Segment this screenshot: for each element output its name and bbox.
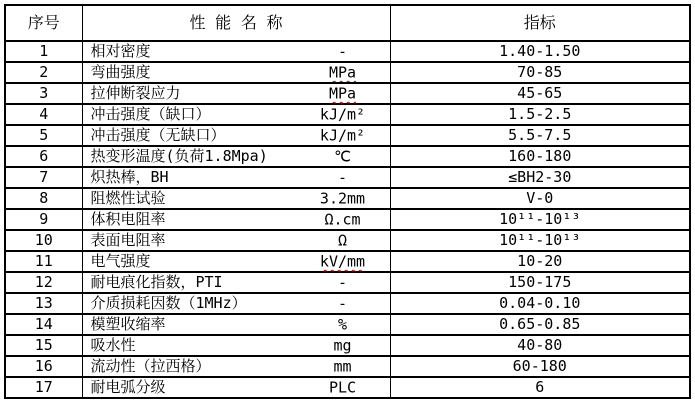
property-name: 相对密度 [90, 42, 151, 60]
property-name: 耐电弧分级 [90, 378, 166, 396]
property-unit: - [337, 168, 348, 186]
indicator-cell: 1.5-2.5 [390, 104, 690, 125]
serial-cell: 2 [5, 62, 82, 83]
indicator-cell: 60-180 [390, 356, 690, 377]
property-cell [82, 188, 390, 209]
header-row [5, 5, 690, 41]
property-name: 体积电阻率 [90, 210, 166, 228]
indicator-cell: 40-80 [390, 335, 690, 356]
indicator-cell: 10-20 [390, 251, 690, 272]
property-name: 流动性（拉西格） [90, 357, 211, 375]
property-cell [82, 356, 390, 377]
table-row [5, 272, 690, 293]
property-unit: PLC [328, 378, 357, 396]
table-row [5, 167, 690, 188]
property-unit: kV/mm [319, 252, 366, 270]
serial-cell: 11 [5, 251, 82, 272]
serial-cell: 16 [5, 356, 82, 377]
table-row [5, 209, 690, 230]
property-name: 模塑收缩率 [90, 315, 166, 333]
property-unit: Ω.cm [324, 210, 361, 228]
property-cell [82, 377, 390, 398]
property-unit: ℃ [334, 147, 351, 165]
table-row [5, 146, 690, 167]
indicator-cell: 6 [390, 377, 690, 398]
property-cell [82, 125, 390, 146]
property-unit: 3.2mm [319, 189, 366, 207]
property-cell [82, 314, 390, 335]
property-unit: Ω [337, 231, 348, 249]
property-unit: MPa [328, 84, 357, 102]
header-indicator: 指标 [390, 5, 690, 41]
indicator-cell: 5.5-7.5 [390, 125, 690, 146]
property-unit: % [337, 315, 348, 333]
table-row [5, 104, 690, 125]
property-cell [82, 167, 390, 188]
property-unit: mg [333, 336, 352, 354]
property-cell [82, 209, 390, 230]
property-cell [82, 146, 390, 167]
table-row [5, 377, 690, 398]
property-cell [82, 335, 390, 356]
property-cell [82, 62, 390, 83]
serial-cell: 17 [5, 377, 82, 398]
indicator-cell: 70-85 [390, 62, 690, 83]
property-cell [82, 83, 390, 104]
property-name: 介质损耗因数（1MHz） [90, 294, 247, 312]
indicator-cell: 160-180 [390, 146, 690, 167]
property-cell [82, 293, 390, 314]
indicator-cell: 0.65-0.85 [390, 314, 690, 335]
property-name: 吸水性 [90, 336, 136, 354]
property-name: 阻燃性试验 [90, 189, 166, 207]
serial-cell: 15 [5, 335, 82, 356]
property-name: 热变形温度(负荷1.8Mpa) [90, 147, 268, 165]
property-unit: - [337, 294, 348, 312]
serial-cell: 14 [5, 314, 82, 335]
indicator-cell: ≤BH2-30 [390, 167, 690, 188]
property-name: 冲击强度（无缺口） [90, 126, 226, 144]
indicator-cell: 1.40-1.50 [390, 41, 690, 62]
serial-cell: 10 [5, 230, 82, 251]
serial-cell: 3 [5, 83, 82, 104]
table-row [5, 335, 690, 356]
indicator-cell: 45-65 [390, 83, 690, 104]
property-cell [82, 251, 390, 272]
property-cell [82, 104, 390, 125]
table-row [5, 356, 690, 377]
property-cell [82, 230, 390, 251]
table-row [5, 230, 690, 251]
serial-cell: 4 [5, 104, 82, 125]
indicator-cell: 0.04-0.10 [390, 293, 690, 314]
property-name: 表面电阻率 [90, 231, 166, 249]
serial-cell: 8 [5, 188, 82, 209]
table-row [5, 314, 690, 335]
table-header [5, 5, 690, 41]
table-row [5, 41, 690, 62]
serial-cell: 13 [5, 293, 82, 314]
indicator-cell: 150-175 [390, 272, 690, 293]
table-row [5, 62, 690, 83]
header-serial-number: 序号 [5, 5, 82, 41]
indicator-cell: 10¹¹-10¹³ [390, 230, 690, 251]
property-name: 弯曲强度 [90, 63, 151, 81]
serial-cell: 12 [5, 272, 82, 293]
property-name: 拉伸断裂应力 [90, 84, 181, 102]
table-row [5, 293, 690, 314]
property-name: 电气强度 [90, 252, 151, 270]
property-unit: - [337, 273, 348, 291]
property-unit: - [337, 42, 348, 60]
property-name: 冲击强度（缺口） [90, 105, 211, 123]
serial-cell: 1 [5, 41, 82, 62]
indicator-cell: 10¹¹-10¹³ [390, 209, 690, 230]
table-row [5, 188, 690, 209]
serial-cell: 6 [5, 146, 82, 167]
properties-table [4, 4, 691, 399]
property-cell [82, 41, 390, 62]
property-name: 耐电痕化指数，PTI [90, 273, 223, 291]
serial-cell: 7 [5, 167, 82, 188]
table-row [5, 251, 690, 272]
property-name: 炽热棒，BH [90, 168, 169, 186]
indicator-cell: V-0 [390, 188, 690, 209]
table-body [5, 41, 690, 398]
header-property-name: 性 能 名 称 [82, 5, 390, 41]
property-cell [82, 272, 390, 293]
table-row [5, 83, 690, 104]
serial-cell: 9 [5, 209, 82, 230]
property-unit: kJ/m² [319, 126, 366, 144]
property-unit: MPa [328, 63, 357, 81]
property-unit: kJ/m² [319, 105, 366, 123]
property-unit: mm [333, 357, 352, 375]
table-row [5, 125, 690, 146]
serial-cell: 5 [5, 125, 82, 146]
